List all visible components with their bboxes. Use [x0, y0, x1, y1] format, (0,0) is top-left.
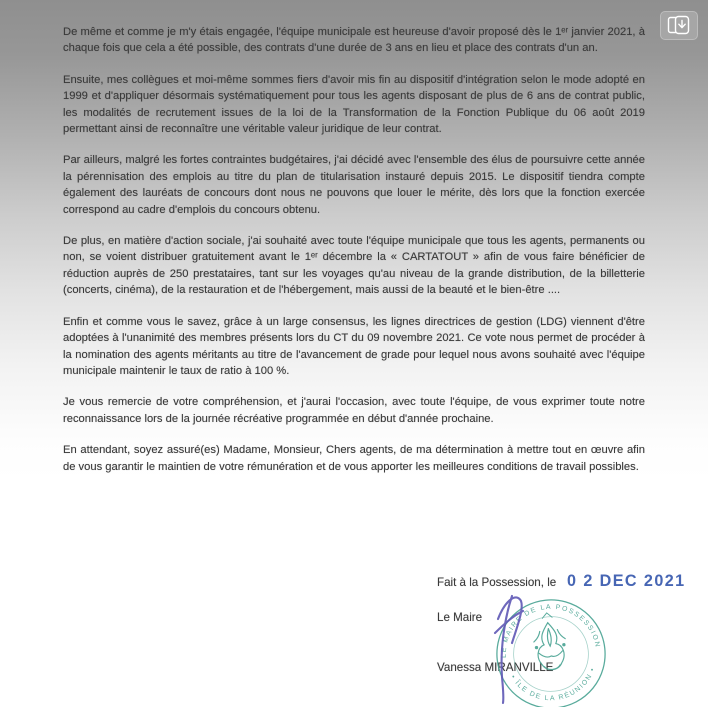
paragraph-6: Je vous remercie de votre compréhension, et j'aurai l'occasion, avec toute l'équipe, de vous exprimer toute notre reconnaissance lors de la journée récréative programmée en début d'année prochaine.	[63, 396, 645, 425]
date-stamp: 0 2 DEC 2021	[567, 571, 686, 590]
paragraph-1: De même et comme je m'y étais engagée, l'équipe municipale est heureuse d'avoir proposé dès le 1ᵉʳ janvier 2021, à chaque fois que cela a été possible, des contrats d'une durée de 3 ans en lieu et place des contrats d'un an.	[63, 26, 645, 55]
paragraph-5: Enfin et comme vous le savez, grâce à un large consensus, les lignes directrices de gestion (LDG) viennent d'être adoptées à l'unanimité des membres présents lors du CT du 09 novembre 2021. Ce vote nous permet de procéder à la nomination des agents méritants au titre de l'avancement de grade pour lequel nous avons souhaité avec l'équipe municipale maintenir le taux de ratio à 100 %.	[63, 315, 645, 377]
download-button[interactable]	[660, 11, 698, 40]
paragraph-2: Ensuite, mes collègues et moi-même sommes fiers d'avoir mis fin au dispositif d'intégration selon le mode adopté en 1999 et d'appliquer désormais systématiquement pour tous les agents disposant de plus de 6 ans de contrat public, les modalités de recrutement issues de la loi de la Transformation de la Fonction Publique du 06 août 2019 permettant ainsi de reconnaître une véritable valeur juridique de leur contrat.	[63, 73, 645, 136]
signer-name: Vanessa MIRANVILLE	[437, 661, 554, 674]
stamp-ring-text-bottom: • ÎLE DE LA RÉUNION •	[509, 666, 598, 703]
download-icon	[666, 15, 692, 36]
signer-title: Le Maire	[437, 611, 483, 624]
paragraph-3: Par ailleurs, malgré les fortes contraintes budgétaires, j'ai décidé avec l'ensemble des élus de poursuivre cette année la pérennisation des emplois au titre du plan de titularisation instauré depuis 2015. Le dispositif tiendra compte également des lauréats de concours dont nous ne pouvons que louer le mérite, dès lors que la fonction exercée correspond au cadre d'emplois du concours obtenu.	[63, 154, 645, 216]
place-date-line: Fait à la Possession, le	[437, 576, 557, 589]
paragraph-4: De plus, en matière d'action sociale, j'ai souhaité avec toute l'équipe municipale que tous les agents, permanents ou non, se voient distribuer gratuitement avant le 1ᵉʳ décembre la « CARTATOUT » afin de vous faire bénéficier de réduction auprès de 250 prestataires, tant sur les voyages qu'au niveau de la grande distribution, de la billetterie (concerts, cinéma), de la restauration et de l'hébergement, mais aussi de la beauté et le bien-être ....	[63, 235, 645, 297]
stamp-ring-text-top: LE MAIRE DE LA POSSESSION	[500, 603, 601, 659]
signature-icon	[481, 589, 543, 707]
paragraph-7: En attendant, soyez assuré(es) Madame, Monsieur, Chers agents, de ma détermination à mettre tout en œuvre afin de vous garantir le maintien de votre rémunération et de vous apporter les meilleures conditions de travail possibles.	[63, 444, 645, 473]
